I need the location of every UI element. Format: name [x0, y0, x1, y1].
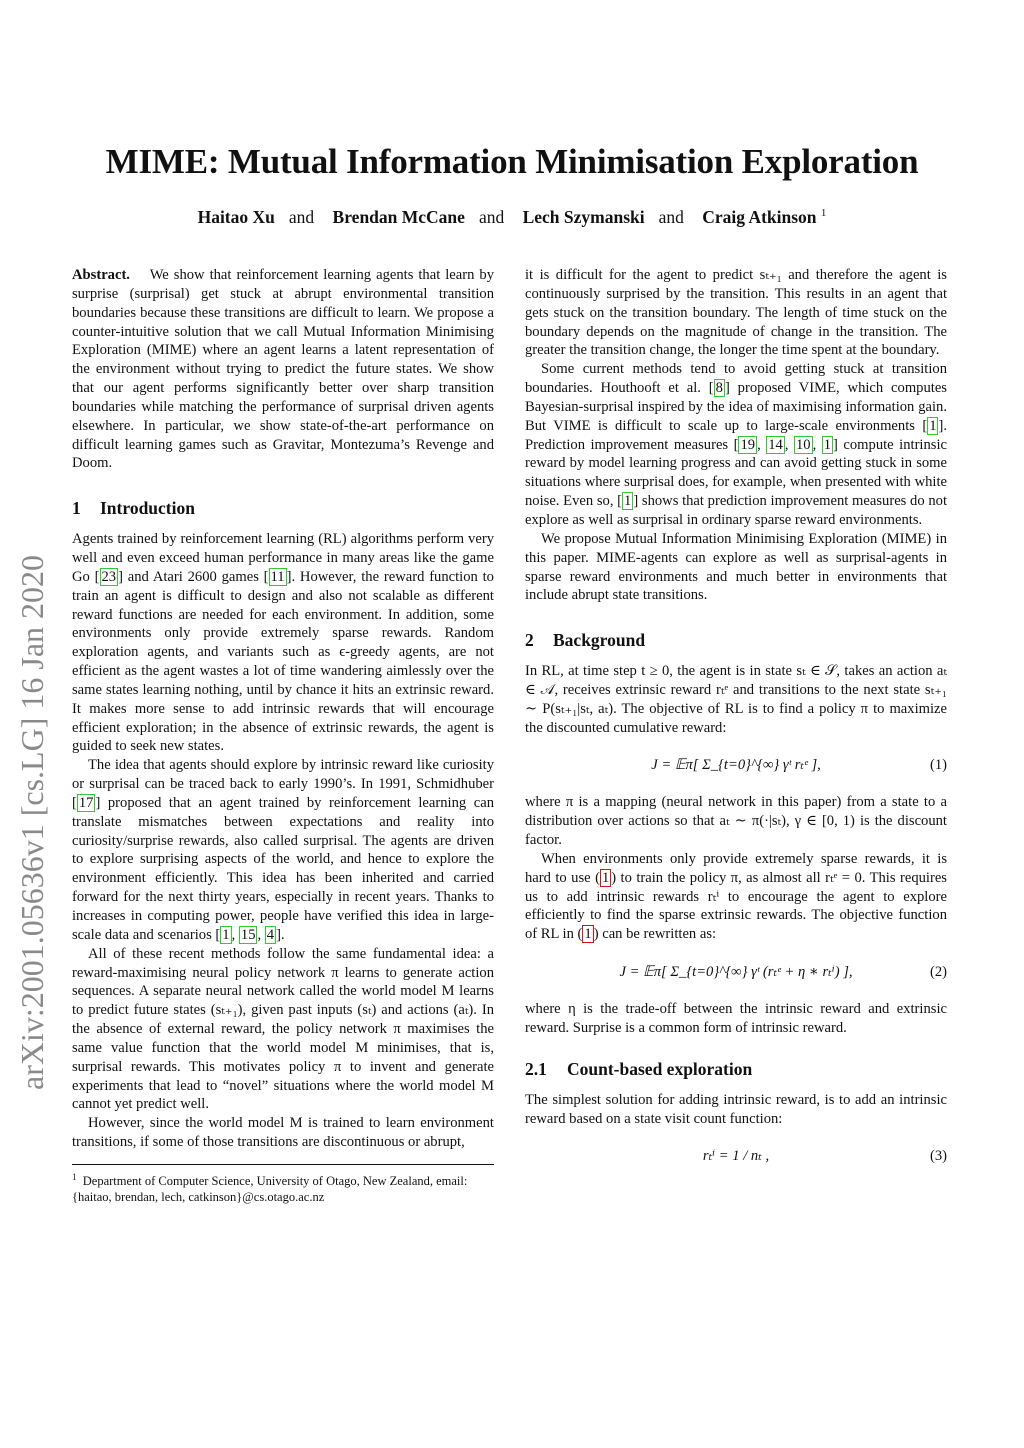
- abstract-text: We show that reinforcement learning agents that learn by surprise (surprisal) get stuck at abrupt environmental transition boundaries because these transitions are difficult to learn. We propose a counter-intuitive solution that we call Mutual Information Minimising Exploration (MIME) where an agent learns a latent representation of the environment without trying to predict the future states. We show that our agent performs significantly better over sharp transition boundaries while matching the performance of surprisal driven agents elsewhere. In particular, we show state-of-the-art performance on difficult learning games such as Gravitar, Montezuma’s Revenge and Doom.: [72, 267, 494, 472]
- section-number: 2.1: [525, 1058, 547, 1079]
- citation-link[interactable]: 11: [270, 568, 285, 585]
- right-column: [525, 266, 947, 1184]
- citation-link[interactable]: 1: [624, 493, 632, 510]
- and-separator: and: [288, 207, 315, 227]
- paragraph: Agents trained by reinforcement learning (RL) algorithms perform very well and even exceed human performance in many areas like the game Go [ 23 ] and Atari 2600 games [ 11 ]. However, the reward function to train an agent is difficult to design and also not scalable as different reward functions are needed for each environment. In addition, some environments only provide extremely sparse rewards. Random exploration agents, and variants such as ϵ-greedy agents, are not efficient as the agent wastes a lot of time wandering aimlessly over the same states learning nothing, until by chance it hits an extrinsic reward. It makes more sense to add intrinsic rewards that will encourage efficient exploration; in the absence of extrinsic rewards, the agent is guided to seek new states.: [72, 531, 494, 755]
- paragraph: We propose Mutual Information Minimising Exploration (MIME) in this paper. MIME-agents can explore as well as surprisal-agents in sparse reward environments and much better in environments that include abrupt state transitions.: [525, 530, 947, 604]
- footnote-mark: 1: [72, 1172, 77, 1182]
- paragraph: The simplest solution for adding intrinsic reward, is to add an intrinsic reward based on a state visit count function:: [525, 1091, 947, 1127]
- citation-link[interactable]: 4: [266, 926, 275, 943]
- left-column: [72, 266, 494, 1152]
- citation-link[interactable]: 15: [240, 926, 256, 943]
- section-title: Introduction: [100, 498, 195, 519]
- author-list: [0, 207, 1024, 228]
- equation-ref-link[interactable]: 1: [584, 926, 592, 943]
- citation-link[interactable]: 1: [222, 926, 230, 943]
- paragraph: The idea that agents should explore by intrinsic reward like curiosity or surprisal can be traced back to early 1990’s. In 1991, Schmidhuber [ 17 ] proposed that an agent trained by reinforcement learning can translate mismatches between expectations and reality into curiosity/surprise rewards, also called surprisal. The agents are driven to explore surprising aspects of the world, and hence to explore the environment efficiently. This idea has been inherited and carried forward for the next thirty years, especially in recent years. Thanks to increases in computing power, people have verified this idea in large-scale data and scenarios [ 1 , 15 , 4 ].: [72, 757, 494, 943]
- citation-link[interactable]: 8: [715, 380, 723, 397]
- equation-body: rₜⁱ = 1 / nₜ ,: [702, 1148, 770, 1165]
- equation-body: J = 𝔼π[ Σ_{t=0}^{∞} γᵗ rₜᵉ ],: [651, 757, 821, 774]
- section-number: 1: [72, 498, 81, 519]
- arxiv-stamp: arXiv:2001.05636v1 [cs.LG] 16 Jan 2020: [14, 554, 50, 1090]
- and-separator: and: [478, 207, 505, 227]
- section-title: Count-based exploration: [567, 1058, 753, 1079]
- section-title: Background: [553, 630, 646, 651]
- equation-number: (3): [929, 1148, 947, 1165]
- citation-link[interactable]: 23: [101, 568, 117, 585]
- footnote-text: Department of Computer Science, University of Otago, New Zealand, email: {haitao, brendan, lech, catkinson}@cs.otago.ac.nz: [72, 1174, 468, 1205]
- author: Craig Atkinson: [702, 207, 817, 227]
- author: Haitao Xu: [197, 207, 275, 227]
- abstract: [72, 266, 494, 473]
- author: Lech Szymanski: [522, 207, 645, 227]
- equation-3: [525, 1136, 947, 1176]
- paragraph: Some current methods tend to avoid getting stuck at transition boundaries. Houthooft et al. [ 8 ] proposed VIME, which computes Bayesian-surprisal inspired by the idea of maximising information gain. But VIME is difficult to scale up to large-scale environments [ 1 ]. Prediction improvement measures [ 19 , 14 , 10 , 1 ] compute intrinsic reward by model learning progress and can avoid getting stuck in some situations where surprisal does, for example, when presented with white noise. Even so, [ 1 ] shows that prediction improvement measures do not explore as well as surprisal in ordinary sparse reward environments.: [525, 361, 947, 528]
- and-separator: and: [658, 207, 684, 227]
- paragraph: However, since the world model M is trained to learn environment transitions, if some of those transitions are discontinuous or abrupt,: [72, 1115, 494, 1151]
- abstract-label: Abstract.: [72, 267, 130, 283]
- equation-1: [525, 745, 947, 785]
- equation-number: (1): [929, 757, 947, 774]
- citation-link[interactable]: 14: [768, 436, 783, 453]
- paragraph: it is difficult for the agent to predict sₜ₊₁ and therefore the agent is continuously surprised by the transition. This results in an agent that gets stuck on the transition boundary. The length of time stuck on the boundary depends on the magnitude of change in the transition. The greater the transition change, the longer the time spent at the boundary.: [525, 267, 947, 359]
- equation-number: (2): [929, 964, 947, 981]
- footnote: [72, 1164, 494, 1205]
- paragraph: In RL, at time step t ≥ 0, the agent is in state sₜ ∈ 𝒮, takes an action aₜ ∈ 𝒜, receives extrinsic reward rₜᵉ and transitions to the next state sₜ₊₁ ∼ P(sₜ₊₁|sₜ, aₜ). The objective of RL is to find a policy π to maximize the discounted cumulative reward:: [525, 663, 947, 736]
- section-heading: [525, 631, 947, 650]
- paragraph: All of these recent methods follow the same fundamental idea: a reward-maximising neural policy network π learns to generate action sequences. A separate neural network called the world model M learns to predict future states (sₜ₊₁), given past inputs (sₜ) and actions (aₜ). In the absence of external reward, the policy network π maximises the same value function that the world model M minimises, that is, surprisal rewards. This motivates policy π to invent and generate experiments that lead to “novel” situations where the world model M cannot yet predict well.: [72, 945, 494, 1113]
- section-number: 2: [525, 630, 534, 651]
- author: Brendan McCane: [332, 207, 465, 227]
- equation-2: [525, 952, 947, 992]
- subsection-heading: [525, 1060, 947, 1079]
- footnote-mark: 1: [820, 207, 827, 220]
- citation-link[interactable]: 1: [929, 417, 937, 434]
- paragraph: where η is the trade-off between the intrinsic reward and extrinsic reward. Surprise is a common form of intrinsic reward.: [525, 1001, 947, 1036]
- equation-body: J = 𝔼π[ Σ_{t=0}^{∞} γᵗ (rₜᵉ + η ∗ rₜⁱ) ],: [619, 964, 853, 981]
- citation-link[interactable]: 17: [78, 794, 94, 811]
- paragraph: where π is a mapping (neural network in this paper) from a state to a distribution over actions so that aₜ ∼ π(·|sₜ), γ ∈ [0, 1) is the discount factor.: [525, 794, 947, 849]
- paragraph: When environments only provide extremely sparse rewards, it is hard to use ( 1 ) to train the policy π, as almost all rₜᵉ = 0. This requires us to add intrinsic rewards rₜⁱ to encourage the agent to explore efficiently to find the sparse extrinsic rewards. The objective function of RL in ( 1 ) can be rewritten as:: [525, 850, 947, 943]
- paper-title: MIME: Mutual Information Minimisation Exploration: [105, 142, 919, 181]
- citation-link[interactable]: 10: [795, 436, 811, 453]
- section-heading: [72, 499, 494, 518]
- equation-ref-link[interactable]: 1: [601, 869, 610, 886]
- citation-link[interactable]: 1: [823, 436, 832, 453]
- citation-link[interactable]: 19: [740, 436, 756, 453]
